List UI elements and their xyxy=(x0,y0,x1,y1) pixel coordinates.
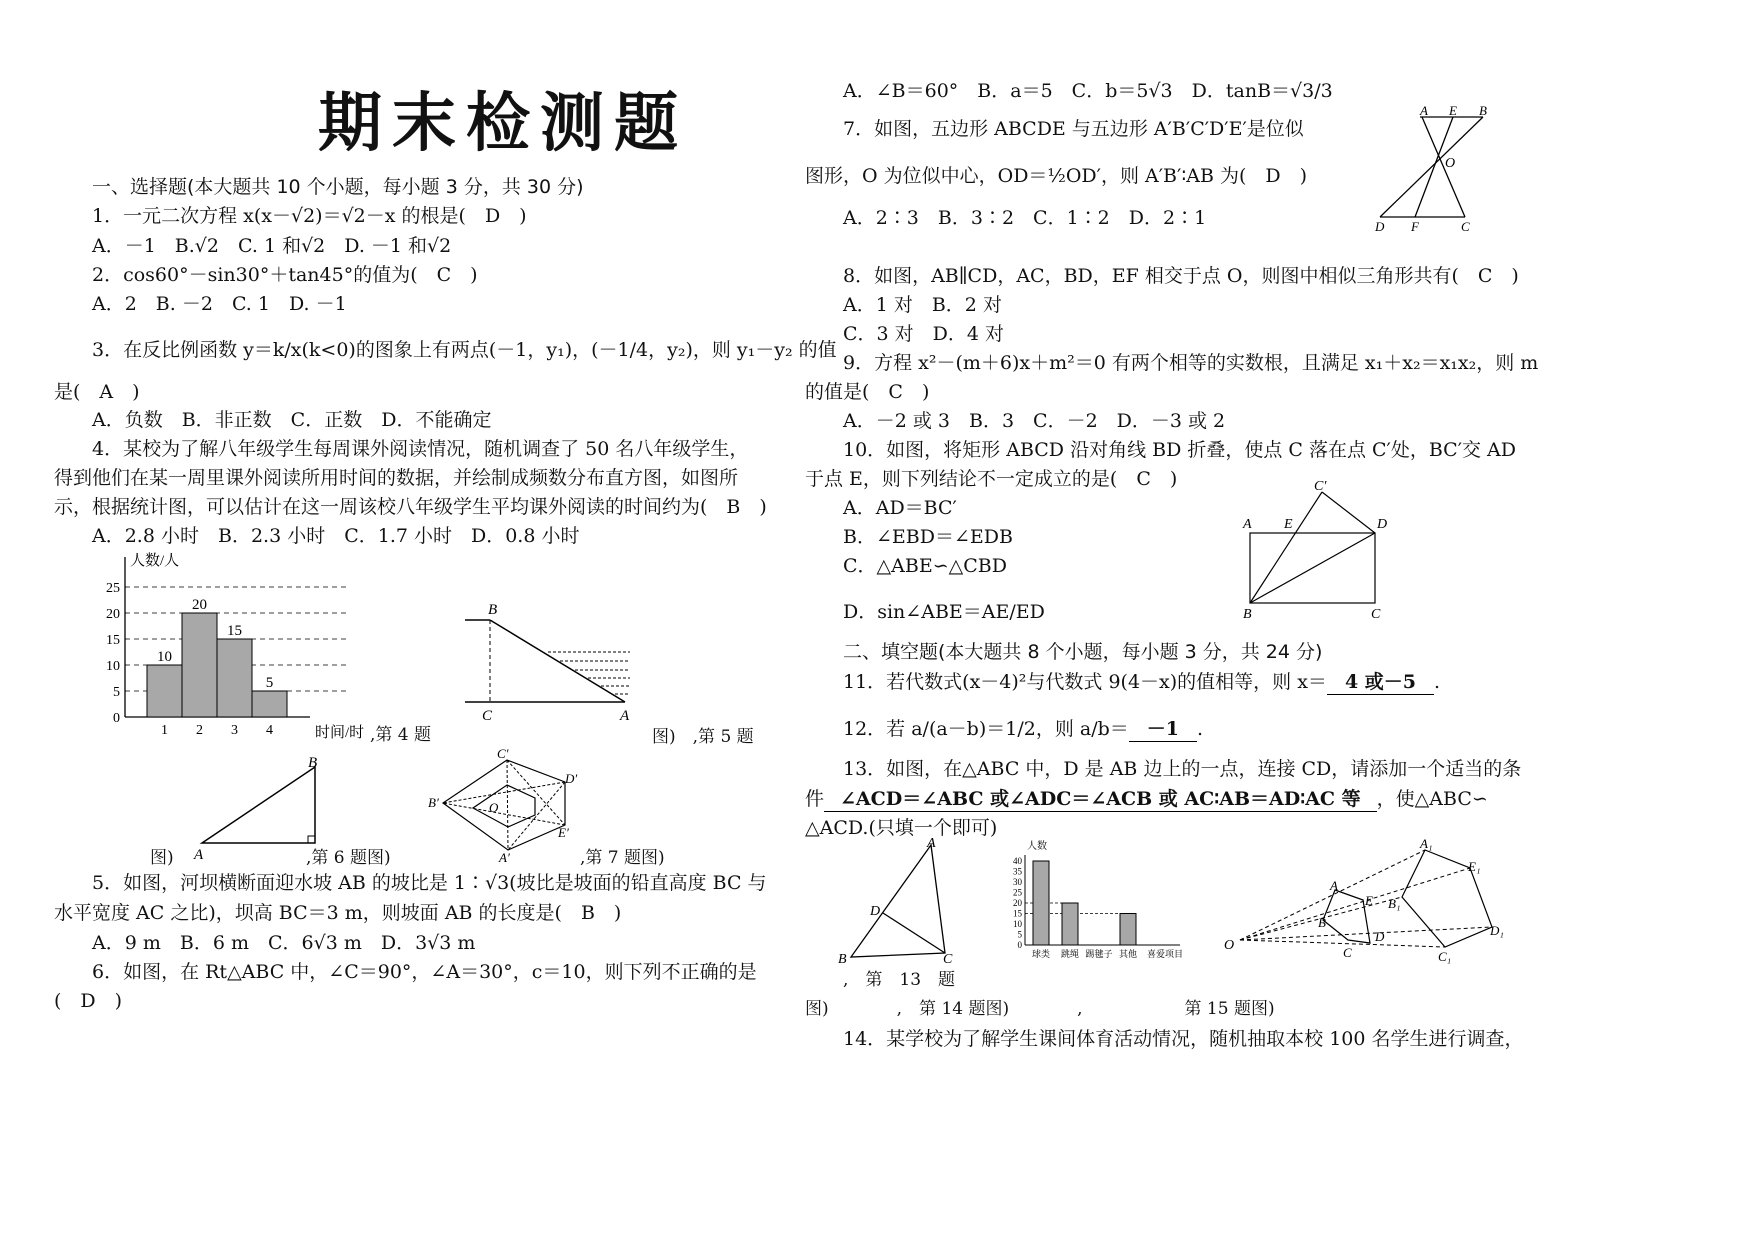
question-10-option-a: A．AD＝BC′ xyxy=(843,497,957,519)
y-tick-label: 0 xyxy=(113,711,120,726)
question-2-options: A．2 B. －2 C. 1 D. －1 xyxy=(92,293,347,315)
histogram-bar xyxy=(252,691,287,717)
x-tick-label: 踢毽子 xyxy=(1085,949,1113,959)
section-1-heading: 一、选择题(本大题共 10 个小题，每小题 3 分，共 30 分) xyxy=(92,176,584,198)
question-4-line2: 得到他们在某一周里课外阅读所用时间的数据，并绘制成频数分布直方图，如图所 xyxy=(54,467,739,489)
question-1: 1．一元二次方程 x(x－√2)＝√2－x 的根是( D ) xyxy=(92,205,527,227)
figure-5-caption: 图) ,第 5 题 xyxy=(652,727,754,747)
svg-text:A: A xyxy=(194,847,204,863)
question-12-text: 12．若 a/(a－b)＝1/2，则 a/b＝ xyxy=(843,718,1129,740)
svg-text:C₁: C₁ xyxy=(1438,949,1452,964)
y-tick-label: 25 xyxy=(106,581,120,596)
svg-text:B: B xyxy=(1479,105,1487,118)
bar-value-label: 15 xyxy=(227,623,242,639)
question-3-cont: 是( A ) xyxy=(54,381,140,403)
figure-13-triangle xyxy=(835,835,960,970)
svg-text:B: B xyxy=(488,602,498,618)
question-3-options: A．负数 B．非正数 C．正数 D．不能确定 xyxy=(92,409,492,431)
x-tick-label: 球类 xyxy=(1031,949,1051,959)
svg-text:F: F xyxy=(1411,219,1419,234)
svg-text:A′: A′ xyxy=(499,850,510,865)
y-tick-label: 30 xyxy=(1013,877,1022,887)
x-tick-label: 4 xyxy=(266,723,273,738)
y-tick-label: 35 xyxy=(1013,866,1022,877)
question-9-options: A．－2 或 3 B．3 C．－2 D．－3 或 2 xyxy=(843,410,1226,432)
question-6-line2: ( D ) xyxy=(54,990,123,1012)
svg-text:E′: E′ xyxy=(558,825,569,840)
question-12-answer: －1 xyxy=(1129,714,1197,742)
y-tick-label: 15 xyxy=(1013,908,1022,919)
figures-13-15-captions: 图) , 第 14 题图) , 第 15 题图) xyxy=(805,999,1275,1019)
y-tick-label: 0 xyxy=(1017,940,1022,950)
svg-text:C′: C′ xyxy=(1314,479,1327,494)
svg-text:C: C xyxy=(1461,219,1470,234)
chart-bar xyxy=(1062,903,1078,945)
question-14: 14．某学校为了解学生课间体育活动情况，随机抽取本校 100 名学生进行调查， xyxy=(843,1028,1524,1050)
svg-text:B: B xyxy=(308,755,318,771)
svg-text:C′: C′ xyxy=(497,746,509,761)
svg-text:D: D xyxy=(1375,929,1385,944)
svg-text:A: A xyxy=(1330,878,1338,893)
question-6-options: A．∠B＝60° B．a＝5 C．b＝5√3 D．tanB＝√3/3 xyxy=(843,80,1333,102)
bar-chart-figure-14 xyxy=(1005,835,1205,970)
svg-text:D₁: D₁ xyxy=(1490,923,1504,938)
svg-text:C: C xyxy=(482,708,493,724)
question-13-line1: 13．如图，在△ABC 中，D 是 AB 边上的一点，连接 CD，请添加一个适当的条 xyxy=(843,758,1522,780)
question-10-option-b: B．∠EBD＝∠EDB xyxy=(843,526,1013,548)
x-tick-label: 3 xyxy=(231,723,238,738)
question-8: 8．如图，AB∥CD，AC，BD，EF 相交于点 O，则图中相似三角形共有( C ) xyxy=(843,265,1519,287)
question-12-end: . xyxy=(1197,718,1204,740)
y-tick-label: 5 xyxy=(1017,929,1022,940)
y-tick-label: 20 xyxy=(1013,898,1022,908)
figure-13-caption: , 第 13 题 xyxy=(843,970,956,990)
svg-text:A: A xyxy=(1420,105,1428,118)
question-11 xyxy=(843,667,1440,695)
y-tick-label: 10 xyxy=(106,659,120,674)
question-11-end: . xyxy=(1434,671,1441,693)
svg-text:O: O xyxy=(489,800,499,815)
svg-text:A: A xyxy=(620,708,630,724)
x-axis-label: 喜爱项目 xyxy=(1147,949,1184,959)
y-tick-label: 10 xyxy=(1013,919,1022,929)
question-7-line2: 图形，O 为位似中心，OD＝½OD′，则 A′B′∶AB 为( D ) xyxy=(805,165,1308,187)
question-7-line1: 7．如图，五边形 ABCDE 与五边形 A′B′C′D′E′是位似 xyxy=(843,118,1304,140)
question-9-line2: 的值是( C ) xyxy=(805,381,930,403)
svg-text:C: C xyxy=(943,952,953,967)
chart-bar xyxy=(1120,914,1136,946)
bar-value-label: 10 xyxy=(157,649,172,665)
question-11-text: 11．若代数式(x－4)²与代数式 9(4－x)的值相等，则 x＝ xyxy=(843,671,1327,693)
figure-6-caption: ,第 6 题图) xyxy=(306,848,391,868)
svg-text:B: B xyxy=(1243,607,1252,622)
figure-7-caption: ,第 7 题图) xyxy=(580,848,665,868)
pentagon-figure-7 xyxy=(425,745,595,865)
x-tick-label: 跳绳 xyxy=(1060,949,1080,959)
question-1-options: A．－1 B.√2 C. 1 和√2 D. －1 和√2 xyxy=(92,235,452,257)
question-5-line1: 5．如图，河坝横断面迎水坡 AB 的坡比是 1∶√3(坡比是坡面的铅直高度 BC 与 xyxy=(92,872,767,894)
histogram-figure-4 xyxy=(100,545,470,745)
histogram-bar xyxy=(182,613,217,717)
question-10-line1: 10．如图，将矩形 ABCD 沿对角线 BD 折叠，使点 C 落在点 C′处，BC′交 AD xyxy=(843,439,1517,461)
svg-text:A₁: A₁ xyxy=(1420,836,1433,851)
y-axis-label: 人数/人 xyxy=(130,553,180,569)
question-4-line3: 示，根据统计图，可以估计在这一周该校八年级学生平均课外阅读的时间约为( B ) xyxy=(54,496,767,518)
svg-text:A: A xyxy=(1243,517,1252,532)
question-13-answer: ∠ACD＝∠ABC 或∠ADC＝∠ACB 或 AC∶AB＝AD∶AC 等 xyxy=(824,784,1377,812)
y-tick-label: 20 xyxy=(106,607,120,622)
svg-text:B′: B′ xyxy=(428,795,439,810)
question-8-options-cd: C．3 对 D．4 对 xyxy=(843,323,1005,345)
question-10-line2: 于点 E，则下列结论不一定成立的是( C ) xyxy=(805,468,1178,490)
question-10-option-c: C．△ABE∽△CBD xyxy=(843,555,1007,577)
question-10-option-d: D．sin∠ABE＝AE/ED xyxy=(843,601,1045,623)
y-tick-label: 40 xyxy=(1013,856,1022,866)
svg-text:O: O xyxy=(1445,156,1456,171)
svg-text:E: E xyxy=(1365,893,1373,908)
figure-4-caption: ,第 4 题 xyxy=(370,725,432,745)
dam-figure-5 xyxy=(460,600,640,725)
svg-text:E₁: E₁ xyxy=(1468,859,1481,874)
svg-text:E: E xyxy=(1284,517,1293,532)
question-2: 2．cos60°－sin30°＋tan45°的值为( C ) xyxy=(92,264,478,286)
svg-text:C: C xyxy=(1343,945,1352,960)
svg-text:A: A xyxy=(927,836,936,851)
question-3: 3．在反比例函数 y＝k/x(k<0)的图象上有两点(－1，y₁)，(－1/4，y₂)，则 y₁－y₂ 的值 xyxy=(92,339,837,361)
svg-text:E: E xyxy=(1449,105,1457,118)
question-11-answer: 4 或－5 xyxy=(1327,667,1434,695)
svg-text:B: B xyxy=(838,952,847,967)
figure-15-homothety xyxy=(1220,835,1525,975)
x-tick-label: 1 xyxy=(161,723,168,738)
svg-text:D: D xyxy=(1377,517,1388,532)
question-5-line2: 水平宽度 AC 之比)，坝高 BC＝3 m，则坡面 AB 的长度是( B ) xyxy=(54,902,622,924)
question-13-line3: △ACD.(只填一个即可) xyxy=(805,817,998,839)
histogram-bar xyxy=(217,639,252,717)
y-tick-label: 15 xyxy=(106,633,120,648)
question-13-prefix: 件 xyxy=(805,788,825,810)
figure-6-pre: 图) xyxy=(150,848,174,868)
question-5-options: A．9 m B．6 m C．6√3 m D．3√3 m xyxy=(92,932,476,954)
question-9-line1: 9．方程 x²－(m＋6)x＋m²＝0 有两个相等的实数根，且满足 x₁＋x₂＝x₁x₂，则 m xyxy=(843,352,1539,374)
svg-text:B₁: B₁ xyxy=(1388,896,1401,911)
x-tick-label: 2 xyxy=(196,723,203,738)
section-2-heading: 二、填空题(本大题共 8 个小题，每小题 3 分，共 24 分) xyxy=(843,641,1323,663)
question-4-options: A．2.8 小时 B．2.3 小时 C．1.7 小时 D．0.8 小时 xyxy=(92,525,580,547)
svg-text:D: D xyxy=(870,904,881,919)
question-6-line1: 6．如图，在 Rt△ABC 中，∠C＝90°，∠A＝30°，c＝10，则下列不正确的是 xyxy=(92,961,757,983)
page-title: 期末检测题 xyxy=(318,86,688,161)
figure-8-hourglass xyxy=(1365,105,1500,235)
y-axis-label: 人数 xyxy=(1027,841,1047,852)
svg-text:D: D xyxy=(1375,219,1385,234)
question-12 xyxy=(843,714,1203,742)
svg-text:O: O xyxy=(1224,938,1235,953)
question-4-line1: 4．某校为了解八年级学生每周课外阅读情况，随机调查了 50 名八年级学生， xyxy=(92,438,749,460)
question-8-options-ab: A．1 对 B．2 对 xyxy=(843,294,1002,316)
chart-bar xyxy=(1033,861,1049,945)
svg-text:C: C xyxy=(1371,607,1381,622)
x-tick-label: 其他 xyxy=(1118,949,1138,959)
svg-text:B: B xyxy=(1318,915,1326,930)
figure-10-rectangle xyxy=(1240,478,1400,623)
question-13-line2 xyxy=(805,784,1488,812)
svg-text:D′: D′ xyxy=(565,771,578,786)
x-axis-label: 时间/时 xyxy=(315,725,365,741)
question-7-options: A．2∶3 B．3∶2 C．1∶2 D．2∶1 xyxy=(843,207,1207,229)
bar-value-label: 20 xyxy=(192,597,207,613)
histogram-bar xyxy=(147,665,182,717)
question-13-suffix: ，使△ABC∽ xyxy=(1376,788,1488,810)
bar-value-label: 5 xyxy=(265,675,274,691)
y-tick-label: 25 xyxy=(1013,887,1022,898)
y-tick-label: 5 xyxy=(113,685,120,700)
